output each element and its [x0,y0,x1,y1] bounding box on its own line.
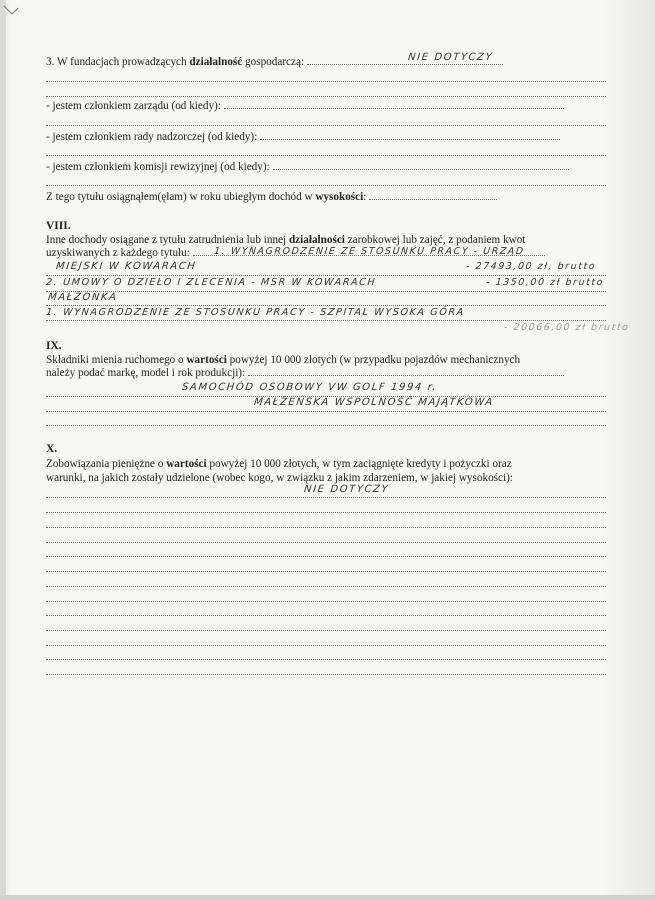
dotted-line [46,305,606,306]
dotted-line [46,96,606,97]
section-x-intro-b: wartości [166,458,207,470]
section-x-heading: X. [46,443,58,455]
movable-property-ownership: MAŁŻEŃSKA WSPÓLNOŚĆ MAJĄTKOWA [253,397,495,408]
dotted-line [46,571,606,572]
item3-answer: NIE DOTYCZY [407,52,494,63]
dotted-line [46,411,606,412]
dotted-line [46,527,606,528]
dotted-line [46,185,606,186]
section-ix-intro2 [46,367,564,380]
scan-edge-left [0,0,6,900]
board-member-line [224,108,564,109]
dotted-line [46,155,606,156]
income-text-a: Z tego tytułu osiągnąłem(ęłam) w roku ubiegłym dochód w [46,191,316,203]
income-entry-2: 2. UMOWY O DZIEŁO I ZLECENIA - MSR W KOWARACH [45,277,377,288]
section-ix-intro-b: wartości [186,354,227,366]
dotted-line [46,615,606,616]
dotted-line [46,659,606,660]
income-entry-spouse-amount: - 20066,00 zł brutto [503,322,631,333]
section-viii-intro2-text: uzyskiwanych z każdego tytułu: [46,247,190,259]
dotted-line [46,291,606,292]
audit-member-line [273,169,569,170]
movable-property-entry: SAMOCHÓD OSOBOWY VW GOLF 1994 r. [181,382,438,393]
dotted-line [46,645,606,646]
dotted-line [46,542,606,543]
audit-member-text: - jestem członkiem komisji rewizyjnej (od kiedy): [46,161,270,173]
dotted-line [46,586,606,587]
dotted-line [46,275,606,276]
section-x-intro2-text: warunki, na jakich zostały udzielone (wobec kogo, w związku z jakim zdarzeniem, w jakiej wysokości): [46,472,513,484]
audit-member-label [46,161,569,174]
section-viii-intro-c: zarobkowej lub zajęć, z podaniem kwot [344,234,526,246]
section-ix-intro2-text: należy podać markę, model i rok produkcji): [46,367,246,379]
section-ix-intro-a: Składniki mienia ruchomego o [46,354,187,366]
income-entry-2-amount: - 1350,00 zł brutto [485,277,605,288]
scan-edge-bottom [0,895,655,900]
liabilities-answer: NIE DOTYCZY [303,484,390,495]
dotted-line [46,512,606,513]
section-x-intro-a: Zobowiązania pieniężne o [46,458,167,470]
board-member-label [46,100,564,113]
dotted-line [46,320,606,321]
section-x-intro-c: powyżej 10 000 złotych, w tym zaciągnięte kredyty i pożyczki oraz [206,458,512,470]
section-viii-heading: VIII. [46,220,71,232]
income-text-c: : [363,191,367,203]
item3-text-a: 3. W fundacjach prowadzących [46,56,190,68]
dotted-line [46,630,606,631]
income-entry-1-employer: MIEJSKI W KOWARACH [55,261,198,272]
dotted-line [46,556,606,557]
supervisory-member-line [260,139,560,140]
spouse-label: MAŁŻONKA [47,292,119,303]
income-text-b: wysokości [315,191,364,203]
supervisory-member-label [46,131,560,144]
section-ix-intro2-line [248,375,564,376]
board-member-text: - jestem członkiem zarządu (od kiedy): [46,100,221,112]
dotted-line [46,497,606,498]
supervisory-member-text: - jestem członkiem rady nadzorczej (od kiedy): [46,131,258,143]
scan-corner-mark [2,4,20,18]
dotted-line [46,674,606,675]
section-x-intro [46,458,512,471]
section-viii-intro-b: działalności [288,234,345,246]
income-entry-1: 1. WYNAGRODZENIE ZE STOSUNKU PRACY - URZĄD [213,246,526,257]
item3-answer-line [307,64,503,65]
dotted-line [46,81,606,82]
section-ix-intro [46,354,520,367]
section-x-intro2 [46,472,513,485]
dotted-line [46,425,606,426]
income-label [46,191,497,204]
income-entry-1-amount: - 27493,00 zł, brutto [465,261,597,272]
section-ix-heading: IX. [46,340,62,352]
item3-text-c: gospodarczą: [242,56,305,68]
section-viii-intro-a: Inne dochody osiągane z tytułu zatrudnienia lub innej [46,234,289,246]
income-line [369,199,497,200]
dotted-line [46,125,606,126]
item3-text-b: działalność [189,56,243,68]
section-ix-intro-c: powyżej 10 000 złotych (w przypadku pojazdów mechanicznych [226,354,521,366]
dotted-line [46,601,606,602]
income-entry-spouse: 1. WYNAGRODZENIE ZE STOSUNKU PRACY - SZPITAL WYSOKA GÓRA [45,307,466,318]
